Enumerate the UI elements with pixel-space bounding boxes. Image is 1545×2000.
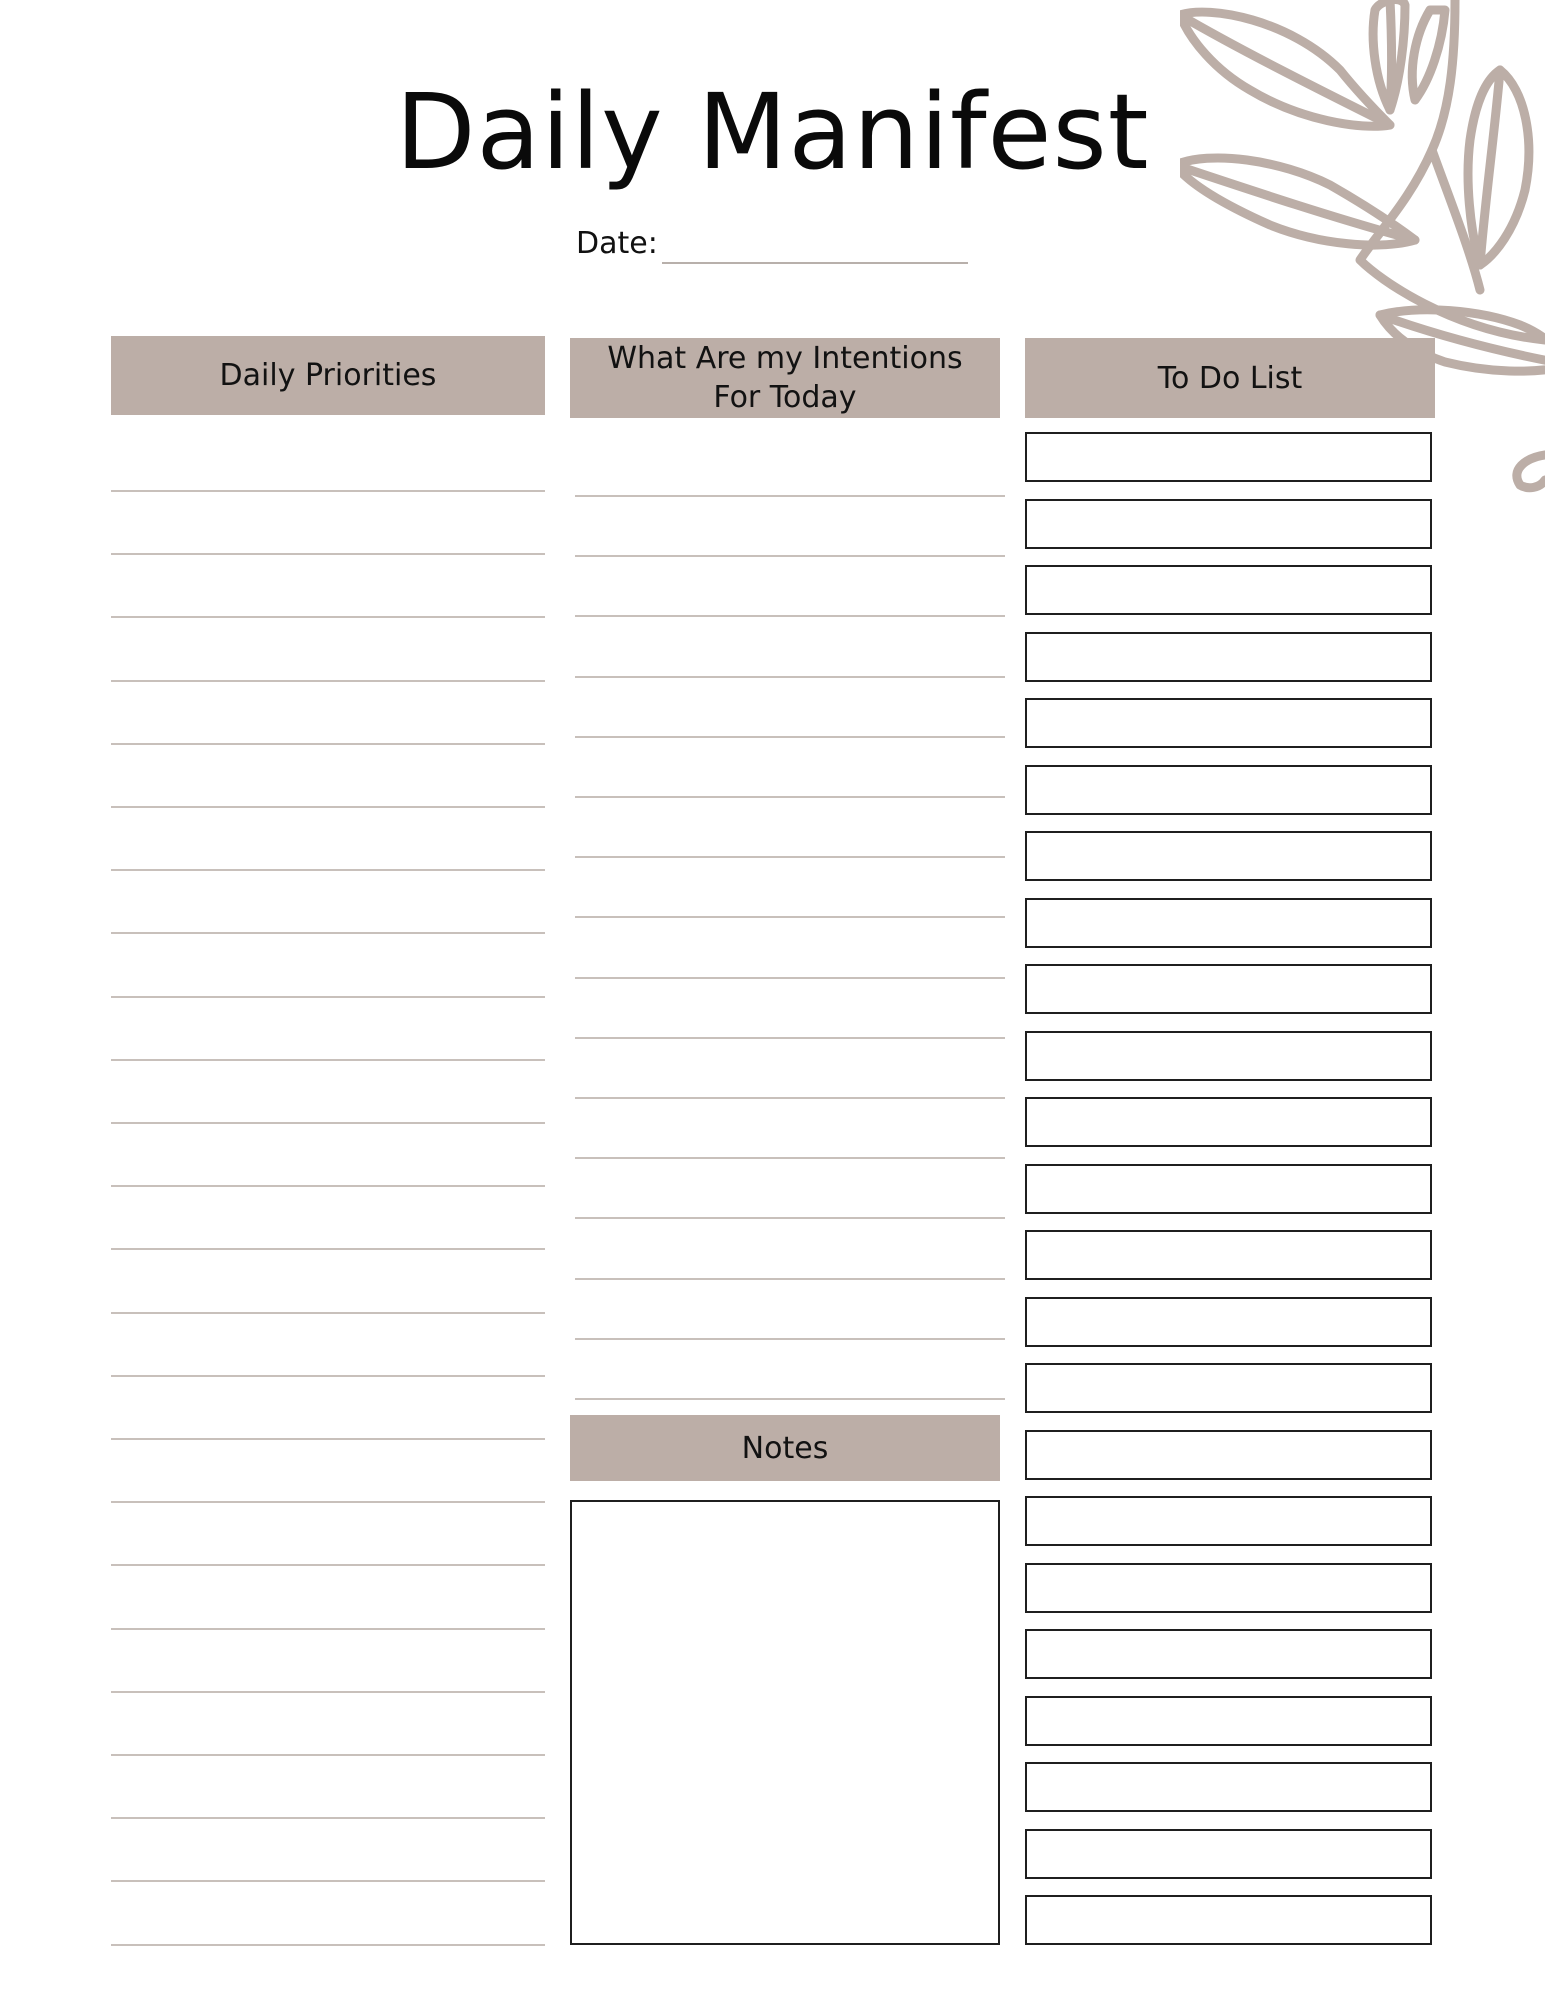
todo-item-box[interactable] [1025,831,1432,881]
page-title: Daily Manifest [395,71,1150,193]
priority-line[interactable] [111,490,545,492]
priority-line[interactable] [111,1185,545,1187]
todo-item-box[interactable] [1025,1297,1432,1347]
intention-line[interactable] [575,1157,1005,1159]
todo-item-box[interactable] [1025,565,1432,615]
date-row [576,222,968,262]
priority-line[interactable] [111,1564,545,1566]
priority-line[interactable] [111,1375,545,1377]
intention-line[interactable] [575,1338,1005,1340]
priority-line[interactable] [111,1880,545,1882]
todo-item-box[interactable] [1025,499,1432,549]
todo-header [1025,338,1435,418]
intentions-title: What Are my Intentions For Today [607,341,963,415]
todo-item-box[interactable] [1025,765,1432,815]
intention-line[interactable] [575,1398,1005,1400]
todo-item-box[interactable] [1025,1762,1432,1812]
priority-line[interactable] [111,1312,545,1314]
priority-line[interactable] [111,806,545,808]
intention-line[interactable] [575,1097,1005,1099]
priority-line[interactable] [111,869,545,871]
notes-title: Notes [741,1430,829,1466]
todo-item-box[interactable] [1025,632,1432,682]
date-input-line[interactable] [662,262,968,264]
intention-line[interactable] [575,495,1005,497]
todo-item-box[interactable] [1025,1230,1432,1280]
todo-item-box[interactable] [1025,1496,1432,1546]
intention-line[interactable] [575,736,1005,738]
todo-item-box[interactable] [1025,698,1432,748]
priority-line[interactable] [111,553,545,555]
intention-line[interactable] [575,796,1005,798]
priority-line[interactable] [111,680,545,682]
priority-line[interactable] [111,1817,545,1819]
intentions-header [570,338,1000,418]
todo-item-box[interactable] [1025,1563,1432,1613]
todo-item-box[interactable] [1025,1895,1432,1945]
todo-item-box[interactable] [1025,1629,1432,1679]
todo-item-box[interactable] [1025,1097,1432,1147]
todo-item-box[interactable] [1025,1430,1432,1480]
todo-title: To Do List [1157,360,1303,396]
intention-line[interactable] [575,1217,1005,1219]
intention-line[interactable] [575,916,1005,918]
todo-item-box[interactable] [1025,898,1432,948]
todo-item-box[interactable] [1025,432,1432,482]
intention-line[interactable] [575,615,1005,617]
notes-area[interactable] [570,1500,1000,1945]
priority-line[interactable] [111,1122,545,1124]
daily-priorities-header [111,336,545,415]
priority-line[interactable] [111,1059,545,1061]
date-label: Date: [576,226,658,261]
notes-header [570,1415,1000,1481]
todo-item-box[interactable] [1025,1829,1432,1879]
intention-line[interactable] [575,856,1005,858]
priority-line[interactable] [111,1501,545,1503]
priority-line[interactable] [111,616,545,618]
priority-line[interactable] [111,1248,545,1250]
todo-item-box[interactable] [1025,1696,1432,1746]
priority-line[interactable] [111,1438,545,1440]
priority-line[interactable] [111,1754,545,1756]
priority-line[interactable] [111,1944,545,1946]
priority-line[interactable] [111,1691,545,1693]
priority-line[interactable] [111,1628,545,1630]
priority-line[interactable] [111,932,545,934]
todo-item-box[interactable] [1025,1363,1432,1413]
intention-line[interactable] [575,1037,1005,1039]
priority-line[interactable] [111,996,545,998]
intention-line[interactable] [575,977,1005,979]
intention-line[interactable] [575,676,1005,678]
todo-item-box[interactable] [1025,964,1432,1014]
intention-line[interactable] [575,555,1005,557]
todo-item-box[interactable] [1025,1031,1432,1081]
todo-item-box[interactable] [1025,1164,1432,1214]
intention-line[interactable] [575,1278,1005,1280]
priority-line[interactable] [111,743,545,745]
daily-priorities-title: Daily Priorities [219,358,437,393]
